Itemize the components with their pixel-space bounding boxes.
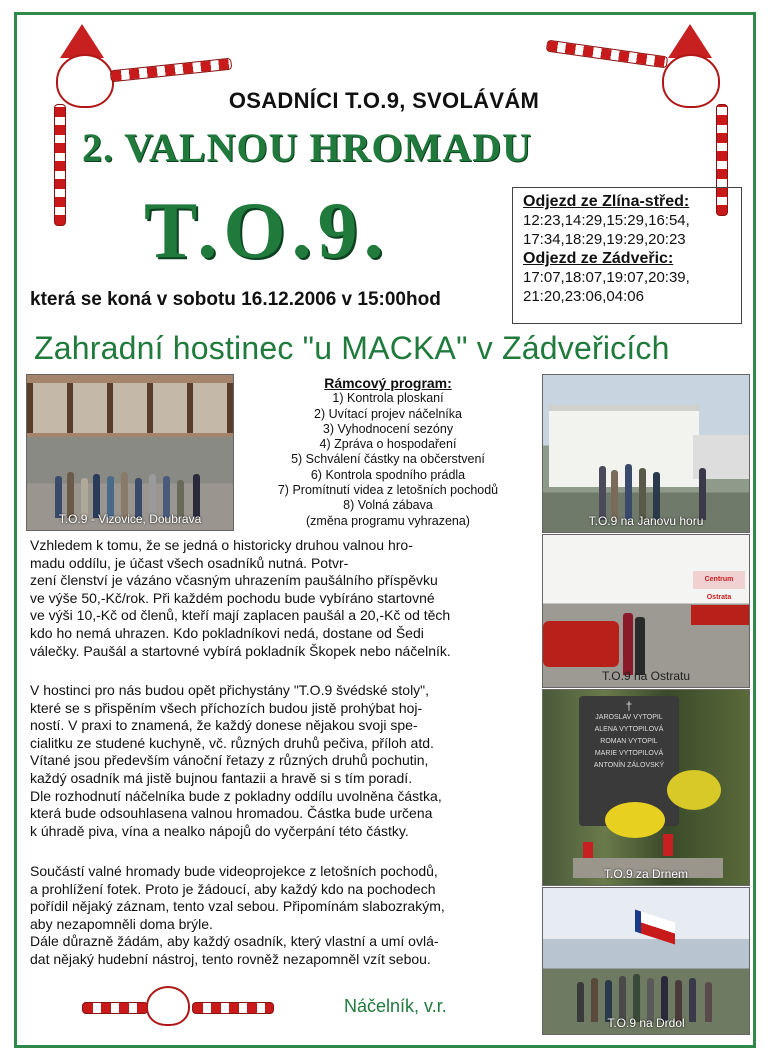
program-item: 6) Kontrola spodního prádla (310, 467, 466, 482)
grave-name: JAROSLAV VYTOPIL (595, 714, 663, 721)
header-club-name: T.O.9. (144, 187, 390, 275)
photo-janova-hora-caption: T.O.9 na Janovu horu (588, 514, 704, 528)
body-line: madu oddílu, je účast všech osadníků nutná. Potvr- (30, 554, 349, 571)
body-line: Dále důrazně žádám, aby každý osadník, který vlastní a umí ovlá- (30, 933, 439, 950)
body-line: kdo ho nemá uhrazen. Kdo pokladníkovi nedá, dostane od Šedi (30, 624, 424, 641)
photo-drdol (542, 887, 750, 1035)
body-line: dat nějaký hudební nástroj, tento rovněž nezapomněl vzít sebou. (30, 950, 431, 967)
zadverice-times-2: 21:20,23:06,04:06 (523, 288, 644, 305)
body-line: k úhradě piva, vína a nealko nápojů do vyčerpání této částky. (30, 822, 409, 839)
body-line: které se s přispěním všech příchozích budou jistě prohýbat hoj- (30, 699, 423, 716)
venue-title: Zahradní hostinec "u MACKA" v Zádveřicích (34, 330, 670, 366)
grave-name: ALENA VYTOPILOVÁ (594, 726, 664, 733)
body-line: která bude odsouhlasena valnou hromadou. Částka bude určena (30, 805, 433, 822)
body-line: Vítané jsou především vánoční řetazy z různých druhů pochutin, (30, 752, 429, 769)
event-datetime: která se koná v sobotu 16.12.2006 v 15:00hod (30, 289, 441, 310)
body-line: Součástí valné hromady bude videoprojekce z letošních pochodů, (30, 863, 438, 879)
photo-vizovice (26, 374, 234, 531)
body-line: válečky. Paušál a startovné vybírá pokladník Škopek nebo náčelník. (30, 642, 451, 659)
photo-ostrata (542, 534, 750, 688)
body-line: Vzhledem k tomu, že se jedná o historicky druhou valnou hro- (30, 537, 413, 553)
program-item: 5) Schválení částky na občerstvení (291, 452, 485, 467)
body-line: aby nezapomněli doma brýle. (30, 915, 213, 932)
body-line: cialitku ze studené kuchyně, vč. různých druhů pečiva, příloh atd. (30, 734, 434, 751)
program-item: 3) Vyhodnocení sezóny (322, 421, 454, 436)
program-list (236, 376, 540, 529)
photo-vizovice-caption: T.O.9 - Vizovice, Doubrava (58, 512, 202, 526)
grave-name: ROMAN VYTOPIL (600, 738, 658, 745)
signature: Náčelník, v.r. (344, 996, 447, 1016)
header-summons: OSADNÍCI T.O.9, SVOLÁVÁM (228, 88, 540, 113)
grave-name: ANTONÍN ZÁLOVSKÝ (593, 762, 665, 769)
body-paragraph-membership (30, 537, 522, 660)
body-line: a prohlížení fotek. Proto je žádoucí, aby každý kdo na pochodech (30, 880, 436, 897)
body-paragraph-buffet (30, 682, 522, 840)
header-assembly: 2. VALNOU HROMADU (82, 125, 532, 170)
program-item: 2) Uvítací projev náčelníka (314, 406, 462, 421)
body-paragraph-video (30, 863, 522, 969)
departures-box (512, 187, 742, 324)
body-line: každý osadník má jistě bujnou fantazii a hravě si s tím poradí. (30, 769, 413, 786)
zlin-title: Odjezd ze Zlína-střed: (523, 193, 690, 210)
program-item: 8) Volná zábava (343, 498, 433, 513)
body-line: pořídil nějaký záznam, tento vzal sebou. Připomínám slabozrakým, (30, 898, 445, 915)
body-line: ve výše 50,-Kč/rok. Při každém pochodu bude vybíráno startovné (30, 589, 435, 606)
zadverice-times-1: 17:07,18:07,19:07,20:39, (523, 269, 690, 286)
body-line: Dle rozhodnutí náčelníka bude z pokladny oddílu uvolněna částka, (30, 787, 442, 804)
body-line: zení členství je vázáno včasným uhrazením paušálního příspěvku (30, 572, 438, 589)
zlin-times-1: 12:23,14:29,15:29,16:54, (523, 212, 690, 229)
photo-janova-hora (542, 374, 750, 533)
zlin-times-2: 17:34,18:29,19:29,20:23 (523, 231, 686, 248)
photo-drnem-caption: T.O.9 za Drnem (603, 867, 689, 881)
program-item: 7) Promítnutí videa z letošních pochodů (277, 483, 499, 498)
zadverice-title: Odjezd ze Zádveřic: (523, 250, 674, 267)
santa-decoration-bottom (82, 986, 292, 1034)
program-item: 1) Kontrola ploskaní (332, 391, 444, 406)
photo-drnem: † JAROSLAV VYTOPIL ALENA VYTOPILOVÁ ROMAN VYTOPIL MARIE VYTOPILOVÁ ANTONÍN ZÁLOVSKÝ T.O.9 za Drnem (542, 689, 750, 886)
body-line: V hostinci pro nás budou opět přichystány "T.O.9 švédské stoly", (30, 682, 430, 698)
photo-ostrata-caption: T.O.9 na Ostratu (601, 669, 691, 683)
ostrata-banner: Centrum Ostrata (693, 571, 745, 589)
program-item: 4) Zpráva o hospodaření (319, 437, 457, 452)
grave-name: MARIE VYTOPILOVÁ (594, 750, 664, 757)
body-line: ností. V praxi to znamená, že každý donese nějakou svoji spe- (30, 717, 418, 734)
program-note: (změna programu vyhrazena) (306, 513, 470, 528)
program-title: Rámcový program: (324, 375, 452, 391)
photo-drdol-caption: T.O.9 na Drdol (607, 1016, 685, 1030)
body-line: ve výši 10,-Kč od členů, kteří mají zaplacen paušál a 20,-Kč od těch (30, 607, 451, 624)
